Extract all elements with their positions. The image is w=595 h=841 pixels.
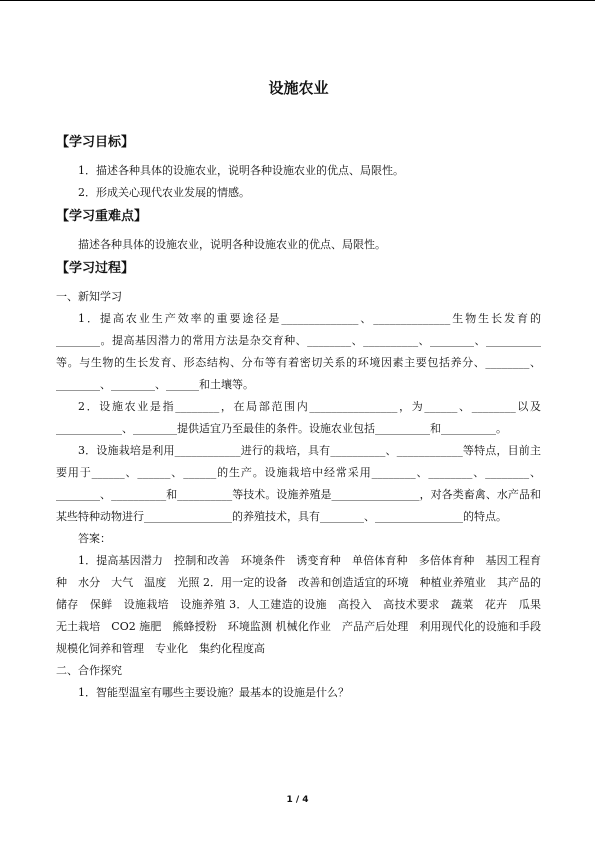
answer-text: 1．提高基因潜力 控制和改善 环境条件 诱变育种 单倍体育种 多倍体育种 基因工程育种 水分 大气 温度 光照 2．用一定的设备 改善和创造适宜的环境 种植业养殖业 其产品的储存 保鲜 设施栽培 设施养殖 3．人工建造的设施 高投入 高技术要求 蔬菜 花卉 瓜果 无土栽培 CO2 施肥 熊蜂授粉 环境监测 机械化作业 产品产后处理 利用现代化的设施和手段 规模化饲养和管理 专业化 集约化程度高	[56, 554, 552, 655]
question-4: 1．智能型温室有哪些主要设施？最基本的设施是什么？	[78, 686, 349, 699]
answer-label: 答案：	[78, 532, 111, 545]
goals-heading: 【学习目标】	[56, 135, 135, 150]
part1-title: 一、新知学习	[56, 290, 122, 303]
top-rule	[0, 0, 595, 1]
key-points-heading: 【学习重难点】	[56, 209, 148, 224]
document-title: 设施农业	[268, 79, 329, 97]
document-page	[56, 78, 552, 704]
question-1: 1．提高农业生产效率的重要途径是______________、______________生物生长发育的________。提高基因潜力的常用方法是杂交育种、________、__________、________、__________等。与生物的生长发育、形态结构、分布等有着密切关系的环境因素主要包括养分、________、________、________、______和土壤等。	[56, 312, 541, 391]
key-points-text: 描述各种具体的设施农业，说明各种设施农业的优点、局限性。	[78, 238, 386, 251]
page-number: 1 / 4	[286, 795, 309, 805]
part2-title: 二、合作探究	[56, 664, 122, 677]
question-2: 2．设施农业是指________，在局部范围内________________，为______、________以及____________、________提供适宜乃至最佳的条件。设施农业包括__________和__________。	[56, 400, 541, 435]
process-heading: 【学习过程】	[56, 261, 135, 276]
goal-item: 1．描述各种具体的设施农业，说明各种设施农业的优点、局限性。	[78, 164, 404, 177]
question-3: 3．设施栽培是利用____________进行的栽培，具有__________、____________等特点，目前主要用于______、______、______的生产。设施栽培中经常采用________、________、________、________、__________和__________等技术。设施养殖是________________，对各类畜禽、水产品和某些特种动物进行________________的养殖技术，具有________、________________的特点。	[56, 444, 541, 523]
goal-item: 2．形成关心现代农业发展的情感。	[78, 186, 250, 199]
